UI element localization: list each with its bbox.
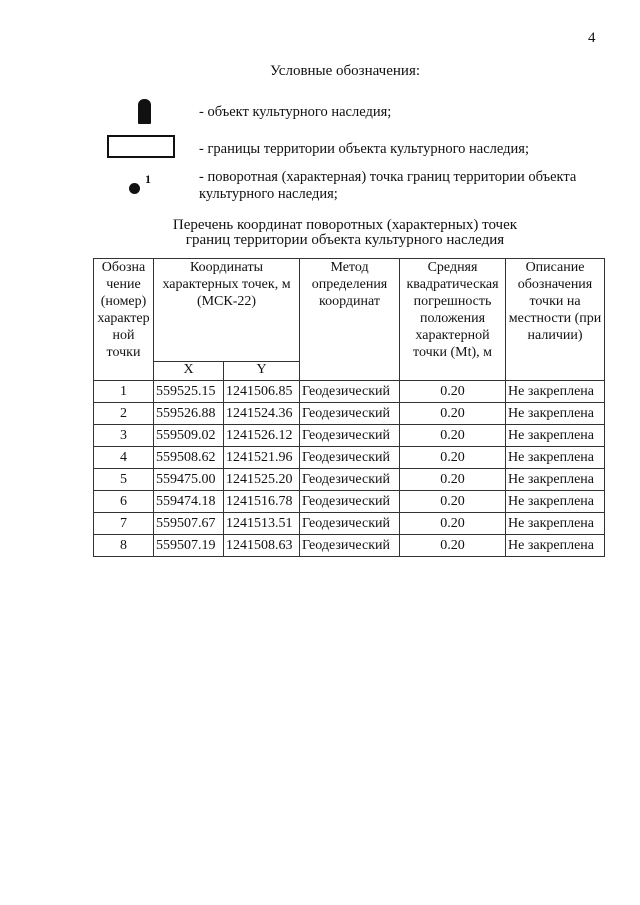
x-coordinate-cell: 559474.18 xyxy=(154,491,224,513)
description-cell: Не закреплена xyxy=(506,425,605,447)
table-row xyxy=(94,491,605,513)
description-cell: Не закреплена xyxy=(506,469,605,491)
x-coordinate-cell: 559509.02 xyxy=(154,425,224,447)
page-number: 4 xyxy=(588,30,596,46)
y-coordinate-cell: 1241524.36 xyxy=(224,403,300,425)
method-cell: Геодезический xyxy=(300,469,400,491)
error-cell: 0.20 xyxy=(400,403,506,425)
y-coordinate-cell: 1241508.63 xyxy=(224,535,300,557)
description-cell: Не закреплена xyxy=(506,403,605,425)
x-coordinate-cell: 559525.15 xyxy=(154,381,224,403)
description-cell: Не закреплена xyxy=(506,513,605,535)
error-cell: 0.20 xyxy=(400,513,506,535)
table-body xyxy=(94,381,605,557)
table-row xyxy=(94,513,605,535)
coordinates-table xyxy=(93,258,605,557)
header-error: Средняя квадратическая погрешность положения характерной точки (Mt), м xyxy=(400,259,506,381)
territory-boundary-icon xyxy=(107,135,175,158)
description-cell: Не закреплена xyxy=(506,535,605,557)
point-number-cell: 3 xyxy=(94,425,154,447)
legend-point-text-line2: культурного наследия; xyxy=(199,186,338,202)
table-row xyxy=(94,535,605,557)
error-cell: 0.20 xyxy=(400,491,506,513)
y-coordinate-cell: 1241525.20 xyxy=(224,469,300,491)
table-caption xyxy=(0,218,640,248)
header-method: Метод определения координат xyxy=(300,259,400,381)
table-row xyxy=(94,425,605,447)
x-coordinate-cell: 559475.00 xyxy=(154,469,224,491)
header-x: X xyxy=(154,362,224,381)
table-caption-line1: Перечень координат поворотных (характерных) точек xyxy=(172,217,518,233)
y-coordinate-cell: 1241516.78 xyxy=(224,491,300,513)
x-coordinate-cell: 559526.88 xyxy=(154,403,224,425)
y-coordinate-cell: 1241526.12 xyxy=(224,425,300,447)
method-cell: Геодезический xyxy=(300,513,400,535)
y-coordinate-cell: 1241506.85 xyxy=(224,381,300,403)
error-cell: 0.20 xyxy=(400,381,506,403)
method-cell: Геодезический xyxy=(300,381,400,403)
y-coordinate-cell: 1241513.51 xyxy=(224,513,300,535)
method-cell: Геодезический xyxy=(300,491,400,513)
header-coordinates: Координаты характерных точек, м (МСК-22) xyxy=(154,259,300,362)
method-cell: Геодезический xyxy=(300,425,400,447)
point-number-cell: 6 xyxy=(94,491,154,513)
cultural-heritage-object-icon xyxy=(138,99,151,124)
x-coordinate-cell: 559508.62 xyxy=(154,447,224,469)
table-row xyxy=(94,447,605,469)
table-row xyxy=(94,381,605,403)
legend-boundary-text: - границы территории объекта культурного наследия; xyxy=(199,141,529,157)
legend-point-text xyxy=(199,169,576,203)
error-cell: 0.20 xyxy=(400,469,506,491)
point-number-cell: 8 xyxy=(94,535,154,557)
method-cell: Геодезический xyxy=(300,403,400,425)
description-cell: Не закреплена xyxy=(506,381,605,403)
method-cell: Геодезический xyxy=(300,447,400,469)
error-cell: 0.20 xyxy=(400,535,506,557)
point-number-cell: 7 xyxy=(94,513,154,535)
table-row xyxy=(94,403,605,425)
description-cell: Не закреплена xyxy=(506,447,605,469)
turning-point-label: 1 xyxy=(145,172,151,186)
point-number-cell: 2 xyxy=(94,403,154,425)
error-cell: 0.20 xyxy=(400,425,506,447)
x-coordinate-cell: 559507.67 xyxy=(154,513,224,535)
header-designation: Обозна чение (номер) характер ной точки xyxy=(94,259,154,381)
description-cell: Не закреплена xyxy=(506,491,605,513)
legend-object-text: - объект культурного наследия; xyxy=(199,104,392,120)
x-coordinate-cell: 559507.19 xyxy=(154,535,224,557)
legend-point-text-line1: - поворотная (характерная) точка границ территории объекта xyxy=(199,169,577,185)
legend-title: Условные обозначения: xyxy=(269,63,421,79)
header-description: Описание обозначения точки на местности (при наличии) xyxy=(506,259,605,381)
header-y: Y xyxy=(224,362,300,381)
error-cell: 0.20 xyxy=(400,447,506,469)
y-coordinate-cell: 1241521.96 xyxy=(224,447,300,469)
table-row xyxy=(94,469,605,491)
point-number-cell: 1 xyxy=(94,381,154,403)
point-number-cell: 4 xyxy=(94,447,154,469)
point-number-cell: 5 xyxy=(94,469,154,491)
turning-point-icon xyxy=(129,183,140,194)
table-caption-line2: границ территории объекта культурного наследия xyxy=(185,232,505,248)
method-cell: Геодезический xyxy=(300,535,400,557)
